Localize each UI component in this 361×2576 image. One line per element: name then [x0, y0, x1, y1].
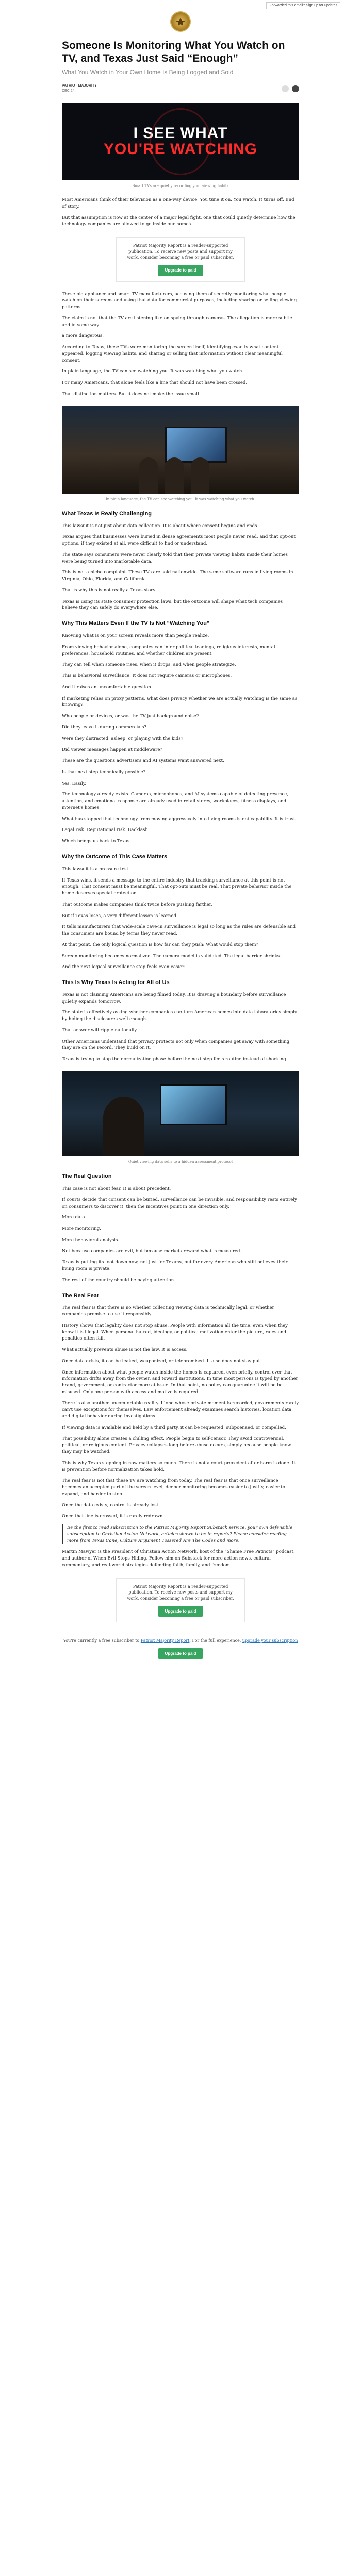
- byline-actions: [282, 85, 299, 92]
- paragraph: The state is effectively asking whether companies can turn American homes into data laboratories simply by hiding the disclosures well enough.: [62, 1010, 297, 1022]
- paragraph: What has stopped that technology from moving aggressively into living rooms is not capability. It is trust.: [62, 816, 297, 822]
- viewer-silhouette: [191, 457, 209, 494]
- paragraph: Once data exists, it can be leaked, weaponized, or telepromised. It also does not stay put.: [62, 1358, 261, 1364]
- hero-text-line2: YOU'RE WATCHING: [103, 141, 258, 158]
- paragraph: These are the questions advertisers and AI systems want answered next.: [62, 758, 224, 764]
- share-icon[interactable]: [282, 85, 289, 92]
- paragraph: Once information about what people watch inside the homes is captured, even briefly, control over that information drifts away from the owner, and toward institutions. In time most persons is typed by another brand, government, or contractor more at issue. In that point, no policy can guarantee it will be be misused. Only one person with access and motive is required.: [62, 1369, 298, 1395]
- paragraph: Other Americans understand that privacy protects not only when companies get away with something, they are on the record. They build on it.: [62, 1039, 291, 1051]
- paragraph: Most Americans think of their television as a one-way device. You tune it on. You watch. It turns off. End of story.: [62, 197, 294, 209]
- viewer-silhouette: [139, 457, 158, 494]
- paragraph: This is not a niche complaint. These TVs are sold nationwide. The same software runs in living rooms in Virginia, Ohio, Florida, and California.: [62, 570, 293, 582]
- page-title: Someone Is Monitoring What You Watch on TV, and Texas Just Said “Enough”: [62, 40, 285, 65]
- paragraph: At that point, the only logical question is how far can they push: What would stop them?: [62, 942, 258, 947]
- hero-image: [62, 103, 299, 180]
- paragraph: This is why Texas stepping in now matters so much. There is not a court precedent after harm is done. It is prevention before normalization takes hold.: [62, 1460, 296, 1472]
- paragraph: They can tell when someone rises, when it drops, and when people strategize.: [62, 662, 236, 668]
- footer-text: You're currently a free subscriber to: [63, 1638, 140, 1643]
- promo-note: [62, 1524, 299, 1544]
- paragraph: Which brings us back to Texas.: [62, 839, 131, 844]
- paragraph: Texas is putting its foot down now, not just for Texans, but for every American who still believes their living room is private.: [62, 1260, 288, 1272]
- viewer-silhouette: [165, 457, 184, 494]
- paragraph: According to Texas, these TVs were monitoring the screen itself, identifying exactly what content appeared, logging viewing habits, and sharing or selling that information without clear meaningful consent.: [62, 345, 283, 363]
- footer: [62, 1638, 299, 1659]
- paragraph: That possibility alone creates a chilling effect. People begin to self-censor. They avoid controversial, political, or religious content. Privacy collapses long before abuse occurs, simply because people know they may be watched.: [62, 1436, 291, 1455]
- paragraph: Texas argues that businesses were buried in dense agreements most people never read, and that opt-out options, if they existed at all, were difficult to find or understand.: [62, 534, 296, 547]
- article: [62, 11, 299, 1659]
- paragraph: If Texas wins, it sends a message to the entire industry that tracking surveillance at this point is not enough. That consent must be meaningful. That opt-outs must be real. That private behavior inside the home deserves special protection.: [62, 877, 292, 896]
- paragraph: If courts decide that consent can be buried, surveillance can be invisible, and responsibility rests entirely on consumers to discover it, then the incentives point in one direction only.: [62, 1197, 297, 1209]
- paragraph: The claim is not that the TV are listening like on spying through cameras. The allegation is more subtle and in some way: [62, 315, 292, 328]
- eagle-icon: [175, 16, 186, 27]
- paragraph: And the next logical surveillance step feels even easier.: [62, 964, 185, 970]
- paragraph: The technology already exists. Cameras, microphones, and AI systems capable of detecting presence, attention, and emotional response are already used in retail stores, workplaces, fitness displays, and internet's homes.: [62, 792, 288, 810]
- upgrade-button[interactable]: Upgrade to paid: [158, 265, 204, 276]
- section-heading: The Real Question: [62, 1173, 112, 1180]
- paragraph: The real fear is that there is no whether collecting viewing data is technically legal, or whether companies promise to use it responsibly.: [62, 1305, 274, 1317]
- author-name[interactable]: PATRIOT MAJORITY: [62, 83, 97, 88]
- section-heading: This Is Why Texas Is Acting for All of Us: [62, 979, 170, 986]
- paragraph: Did viewer messages happen at middleware?: [62, 747, 162, 753]
- monitoring-photo: [62, 1071, 299, 1156]
- paragraph: The real fear is not that these TV are watching from today. The real fear is that once surveillance becomes an accepted part of the screen level, deeper monitoring becomes easier to justify, easier to expand, and harder to stop.: [62, 1478, 285, 1497]
- subscribe-text: Patriot Majority Report is a reader-supported publication. To receive new posts and support my work, consider becoming a free or paid subscriber.: [127, 243, 234, 260]
- paragraph: That distinction matters. But it does not make the issue small.: [62, 391, 201, 397]
- paragraph: And it raises an uncomfortable question.: [62, 684, 153, 690]
- paragraph: What actually prevents abuse is not the law. It is access.: [62, 1347, 188, 1353]
- forward-signup-link[interactable]: Forwarded this email? Sign up for updates: [266, 2, 340, 9]
- living-room-photo: [62, 406, 299, 494]
- paragraph: If marketing relies on proxy patterns, what does privacy whether we are actually watching is the same as knowing?: [62, 696, 298, 708]
- page-subtitle: What You Watch in Your Own Home Is Being Logged and Sold: [62, 69, 234, 76]
- paragraph: More monitoring.: [62, 1226, 101, 1232]
- subscribe-text: Patriot Majority Report is a reader-supported publication. To receive new posts and support my work, consider becoming a free or paid subscriber.: [127, 1584, 234, 1601]
- paragraph: These big appliance and smart TV manufacturers, accusing them of secretly monitoring what people watch on their screens and using that data for commercial purposes, including sharing or selling viewing patterns.: [62, 291, 297, 310]
- photo-caption: Quiet viewing data sells to a hidden assessment protocol: [128, 1159, 233, 1164]
- paragraph: But if Texas loses, a very different lesson is learned.: [62, 913, 178, 919]
- section-heading: What Texas Is Really Challenging: [62, 510, 152, 517]
- paragraph: a more dangerous.: [62, 333, 104, 339]
- paragraph: Not because companies are evil, but because markets reward what is measured.: [62, 1248, 242, 1254]
- upgrade-button[interactable]: Upgrade to paid: [158, 1606, 204, 1617]
- paragraph: For many Americans, that alone feels like a line that should not have been crossed.: [62, 380, 248, 386]
- paragraph: Knowing what is on your screen reveals more than people realize.: [62, 633, 209, 639]
- paragraph: Yes. Easily.: [62, 781, 87, 786]
- author-avatar[interactable]: [292, 85, 299, 92]
- paragraph: This case is not about fear. It is about precedent.: [62, 1186, 171, 1192]
- paragraph: Legal risk. Reputational risk. Backlash.: [62, 827, 150, 833]
- paragraph: History shows that legality does not stop abuse. People with information all the time, even when they know it is illegal. When personal hatred, ideology, or political motivation enter the picture, rules and penalties often fail.: [62, 1323, 288, 1342]
- paragraph: If viewing data is available and held by a third party, it can be requested, subpoenaed, or compelled.: [62, 1425, 286, 1430]
- paragraph: That answer will ripple nationally.: [62, 1027, 138, 1033]
- byline: [62, 83, 299, 94]
- paragraph: Texas is trying to stop the normalization phase before the next step feels routine instead of shocking.: [62, 1057, 288, 1062]
- hero-caption: Smart TVs are quietly recording your viewing habits: [132, 184, 229, 189]
- paragraph: More behavioral analysis.: [62, 1237, 120, 1243]
- publication-logo[interactable]: [170, 11, 191, 32]
- paragraph: That is why this is not really a Texas story.: [62, 587, 156, 593]
- paragraph: But that assumption is now at the center of a major legal fight, one that could quietly determine how the technology companies are allowed to go inside our homes.: [62, 215, 296, 227]
- author-bio: Martin Mawyer is the President of Christian Action Network, host of the “Shame Free Patriots” podcast, and author of When Evil Stops Hiding. Follow him on Substack for more action news, cultural commentary, and real-world strategies defending faith, family, and freedom.: [62, 1549, 295, 1568]
- paragraph: More data.: [62, 1215, 87, 1221]
- paragraph: From viewing behavior alone, companies can infer political leanings, religious interests, mental preferences, household routines, and whether children are present.: [62, 644, 275, 656]
- paragraph: Is that next step technically possible?: [62, 769, 146, 775]
- paragraph: The state says consumers were never clearly told that their private viewing habits inside their homes were being turned into marketable data.: [62, 552, 288, 564]
- post-date: DEC 24: [62, 89, 75, 93]
- paragraph: There is also another uncomfortable reality. If one whose private moment is recorded, governments rarely can't use exceptions for themselves. Law enforcement already examines search histories, location data, and digital behavior during investigations.: [62, 1400, 299, 1419]
- tv-screen-illustration: [160, 1084, 227, 1125]
- subscribe-box: [116, 1578, 245, 1622]
- paragraph: This lawsuit is not just about data collection. It is about where consent begins and ends.: [62, 523, 259, 529]
- paragraph: Did they leave it during commercials?: [62, 724, 146, 730]
- eye-glow-decoration: [150, 108, 211, 175]
- footer-upgrade-button[interactable]: Upgrade to paid: [158, 1648, 204, 1659]
- paragraph: Texas is using its state consumer protection laws, but the outcome will shape what tech companies believe they can safely do everywhere else.: [62, 599, 283, 611]
- paragraph: Be the first to read subscription to the Patriot Majority Report Substack service, your own defensible subscription to Christian Action Network, articles shown to be in reports? Please consider reading more from Texas Cane, Culture Argument Tossered Are The Codes and more.: [67, 1525, 292, 1544]
- hero-text-line1: I SEE WHAT: [133, 125, 228, 142]
- paragraph: Once that line is crossed, it is rarely redrawn.: [62, 1514, 165, 1519]
- paragraph: This is behavioral surveillance. It does not require cameras or microphones.: [62, 673, 232, 679]
- paragraph: Who people or devices, or was the TV just background noise?: [62, 714, 199, 719]
- publication-link[interactable]: Patriot Majority Report: [140, 1638, 190, 1643]
- paragraph: Screen monitoring becomes normalized. The camera model is validated. The legal barrier shrinks.: [62, 953, 281, 959]
- section-heading: Why This Matters Even If the TV Is Not “Watching You”: [62, 620, 210, 627]
- paragraph: The rest of the country should be paying attention.: [62, 1277, 175, 1283]
- section-heading: Why the Outcome of This Case Matters: [62, 853, 168, 860]
- section-heading: The Real Fear: [62, 1292, 100, 1299]
- viewer-silhouette: [103, 1097, 144, 1156]
- paragraph: Texas is not claiming Americans are being filmed today. It is drawing a boundary before surveillance quietly expands tomorrow.: [62, 992, 286, 1004]
- paragraph: Were they distracted, asleep, or playing with the kids?: [62, 736, 184, 741]
- paragraph: That outcome makes companies think twice before pushing farther.: [62, 902, 212, 907]
- upgrade-subscription-link[interactable]: upgrade your subscription: [242, 1638, 298, 1643]
- paragraph: In plain language, the TV can see watching you. It was watching what you watch.: [62, 369, 244, 375]
- paragraph: It tells manufacturers that wide-scale cave-in surveillance is legal so long as the rules are defensible and the consumers are bound by terms they never read.: [62, 924, 296, 937]
- paragraph: Once the data exists, control is already lost.: [62, 1502, 160, 1508]
- subscribe-box: [116, 237, 245, 281]
- photo-caption: In plain language, the TV can see watching you. It was watching what you watch.: [106, 497, 255, 501]
- paragraph: This lawsuit is a pressure test.: [62, 866, 130, 872]
- footer-text: . For the full experience,: [189, 1638, 241, 1643]
- top-bar: [0, 0, 361, 9]
